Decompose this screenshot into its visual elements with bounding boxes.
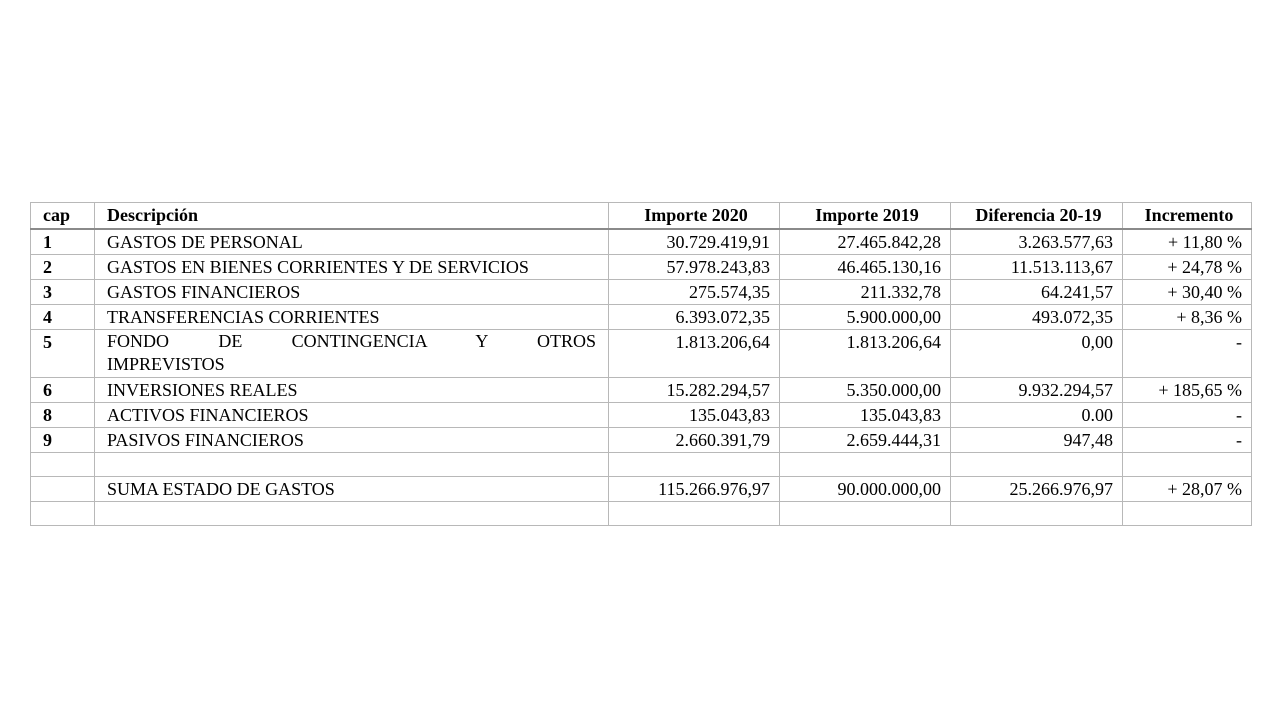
row-difference: 9.932.294,57 <box>951 378 1123 403</box>
empty-cell <box>780 502 951 526</box>
row-description: GASTOS FINANCIEROS <box>95 280 609 305</box>
row-amount-2019: 1.813.206,64 <box>780 330 951 378</box>
row-cap: 5 <box>31 330 95 378</box>
empty-cell <box>951 453 1123 477</box>
table-header-row <box>31 203 1252 230</box>
row-description <box>95 330 609 378</box>
empty-row <box>31 453 1252 477</box>
row-increase: + 30,40 % <box>1123 280 1252 305</box>
header-amount-2019: Importe 2019 <box>780 203 951 230</box>
row-amount-2019: 27.465.842,28 <box>780 229 951 255</box>
row-amount-2019: 211.332,78 <box>780 280 951 305</box>
row-amount-2019: 46.465.130,16 <box>780 255 951 280</box>
row-difference: 64.241,57 <box>951 280 1123 305</box>
empty-cell <box>1123 502 1252 526</box>
total-description: SUMA ESTADO DE GASTOS <box>95 477 609 502</box>
row-increase: + 11,80 % <box>1123 229 1252 255</box>
row-cap: 2 <box>31 255 95 280</box>
row-increase: - <box>1123 330 1252 378</box>
row-description: TRANSFERENCIAS CORRIENTES <box>95 305 609 330</box>
row-amount-2020: 1.813.206,64 <box>609 330 780 378</box>
table-row <box>31 305 1252 330</box>
row-amount-2020: 57.978.243,83 <box>609 255 780 280</box>
empty-cell <box>1123 453 1252 477</box>
row-description-line-1: FONDO DE CONTINGENCIA Y OTROS <box>107 331 596 351</box>
row-increase: + 8,36 % <box>1123 305 1252 330</box>
row-difference: 0.00 <box>951 403 1123 428</box>
row-cap: 8 <box>31 403 95 428</box>
header-difference: Diferencia 20-19 <box>951 203 1123 230</box>
row-description: GASTOS EN BIENES CORRIENTES Y DE SERVICIOS <box>95 255 609 280</box>
row-amount-2020: 6.393.072,35 <box>609 305 780 330</box>
row-cap: 9 <box>31 428 95 453</box>
empty-cell <box>609 502 780 526</box>
row-difference: 947,48 <box>951 428 1123 453</box>
table-row <box>31 403 1252 428</box>
row-amount-2019: 2.659.444,31 <box>780 428 951 453</box>
empty-cell <box>95 502 609 526</box>
table-row <box>31 255 1252 280</box>
row-amount-2019: 5.350.000,00 <box>780 378 951 403</box>
total-increase: + 28,07 % <box>1123 477 1252 502</box>
row-amount-2020: 15.282.294,57 <box>609 378 780 403</box>
row-cap: 4 <box>31 305 95 330</box>
row-cap: 3 <box>31 280 95 305</box>
total-amount-2019: 90.000.000,00 <box>780 477 951 502</box>
row-difference: 0,00 <box>951 330 1123 378</box>
empty-cell <box>31 502 95 526</box>
row-cap: 1 <box>31 229 95 255</box>
row-amount-2020: 30.729.419,91 <box>609 229 780 255</box>
empty-cell <box>609 453 780 477</box>
row-amount-2019: 135.043,83 <box>780 403 951 428</box>
row-description-line-2: IMPREVISTOS <box>107 354 225 374</box>
row-amount-2020: 275.574,35 <box>609 280 780 305</box>
header-description: Descripción <box>95 203 609 230</box>
table-row <box>31 280 1252 305</box>
row-increase: - <box>1123 403 1252 428</box>
table-row <box>31 330 1252 378</box>
row-amount-2020: 135.043,83 <box>609 403 780 428</box>
table-row <box>31 378 1252 403</box>
table-row <box>31 428 1252 453</box>
row-description: GASTOS DE PERSONAL <box>95 229 609 255</box>
total-difference: 25.266.976,97 <box>951 477 1123 502</box>
header-cap: cap <box>31 203 95 230</box>
row-difference: 11.513.113,67 <box>951 255 1123 280</box>
header-increase: Incremento <box>1123 203 1252 230</box>
row-difference: 493.072,35 <box>951 305 1123 330</box>
row-increase: + 185,65 % <box>1123 378 1252 403</box>
expenses-table <box>30 202 1252 526</box>
empty-cell <box>31 453 95 477</box>
budget-table-container <box>30 202 1251 526</box>
row-amount-2019: 5.900.000,00 <box>780 305 951 330</box>
empty-row <box>31 502 1252 526</box>
empty-cell <box>951 502 1123 526</box>
row-increase: + 24,78 % <box>1123 255 1252 280</box>
row-difference: 3.263.577,63 <box>951 229 1123 255</box>
header-amount-2020: Importe 2020 <box>609 203 780 230</box>
total-cap <box>31 477 95 502</box>
row-description: INVERSIONES REALES <box>95 378 609 403</box>
row-cap: 6 <box>31 378 95 403</box>
row-description: ACTIVOS FINANCIEROS <box>95 403 609 428</box>
row-increase: - <box>1123 428 1252 453</box>
empty-cell <box>780 453 951 477</box>
total-row <box>31 477 1252 502</box>
table-row <box>31 229 1252 255</box>
row-description: PASIVOS FINANCIEROS <box>95 428 609 453</box>
total-amount-2020: 115.266.976,97 <box>609 477 780 502</box>
empty-cell <box>95 453 609 477</box>
row-amount-2020: 2.660.391,79 <box>609 428 780 453</box>
